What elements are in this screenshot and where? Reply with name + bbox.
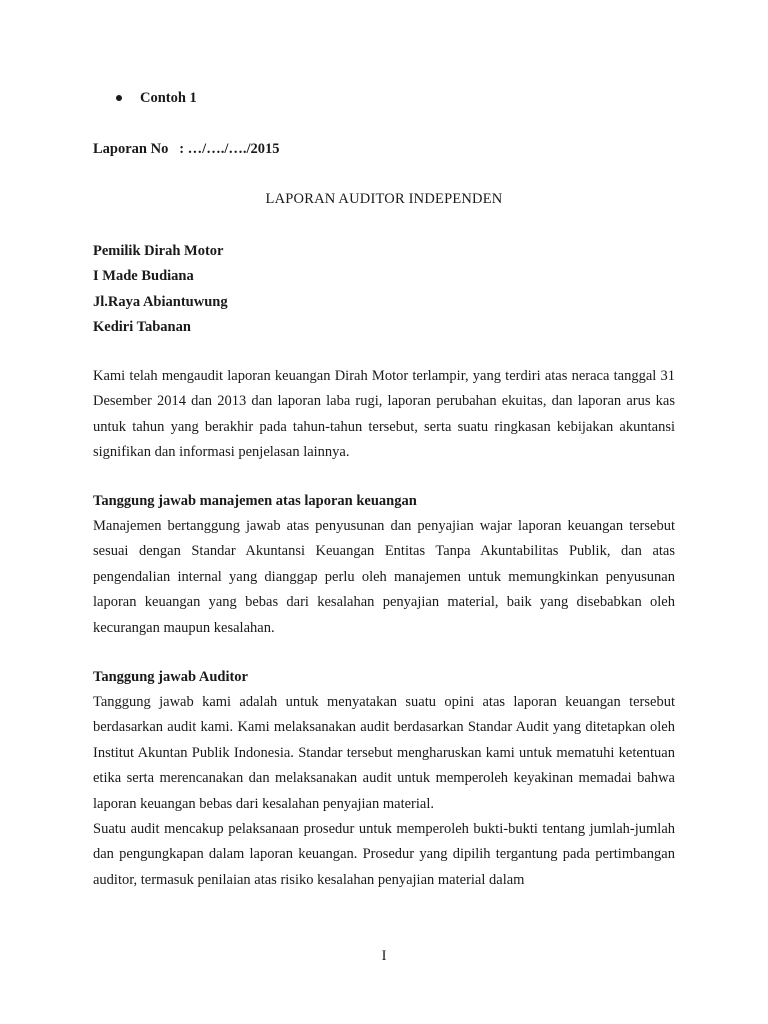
intro-paragraph: Kami telah mengaudit laporan keuangan Dirah Motor terlampir, yang terdiri atas neraca tanggal 31 Desember 2014 dan 2013 dan laporan laba rugi, laporan perubahan ekuitas, dan laporan arus kas untuk tahun yang berakhir pada tahun-tahun tersebut, serta suatu ringkasan kebijakan akuntansi signifikan dan informasi penjelasan lainnya. — [93, 368, 675, 461]
addressee-line-4: Kediri Tabanan — [93, 319, 191, 336]
example-label: Contoh 1 — [140, 90, 197, 106]
example-bullet — [116, 88, 197, 108]
intro-section — [93, 364, 675, 466]
management-paragraph: Manajemen bertanggung jawab atas penyusunan dan penyajian wajar laporan keuangan tersebut sesuai dengan Standar Akuntansi Keuangan Entitas Tanpa Akuntabilitas Publik, dan atas pengendalian internal yang dianggap perlu oleh manajemen untuk memungkinkan penyusunan laporan keuangan yang bebas dari kesalahan penyajian material, baik yang disebabkan oleh kecurangan maupun kesalahan. — [93, 518, 675, 636]
auditor-paragraph-2: Suatu audit mencakup pelaksanaan prosedur untuk memperoleh bukti-bukti tentang jumlah-jumlah dan pengungkapan dalam laporan keuangan. Prosedur yang dipilih tergantung pada pertimbangan auditor, termasuk penilaian atas risiko kesalahan penyajian material dalam — [93, 821, 675, 888]
addressee-line-3: Jl.Raya Abiantuwung — [93, 293, 228, 310]
document-title: LAPORAN AUDITOR INDEPENDEN — [265, 191, 503, 207]
management-heading: Tanggung jawab manajemen atas laporan keuangan — [93, 493, 417, 509]
page-number: I — [381, 948, 387, 964]
auditor-section — [93, 690, 675, 893]
management-section — [93, 514, 675, 641]
addressee-block — [93, 239, 228, 341]
auditor-paragraph-1: Tanggung jawab kami adalah untuk menyatakan suatu opini atas laporan keuangan tersebut berdasarkan audit kami. Kami melaksanakan audit berdasarkan Standar Audit yang ditetapkan oleh Institut Akuntan Publik Indonesia. Standar tersebut mengharuskan kami untuk mematuhi ketentuan etika serta merencanakan dan melaksanakan audit untuk memperoleh keyakinan memadai bahwa laporan keuangan bebas dari kesalahan penyajian material. — [93, 694, 675, 812]
addressee-line-1: Pemilik Dirah Motor — [93, 243, 224, 259]
auditor-heading: Tanggung jawab Auditor — [93, 669, 248, 685]
report-number: Laporan No : …/…./…./2015 — [93, 141, 280, 157]
addressee-line-2: I Made Budiana — [93, 268, 194, 285]
bullet-dot-icon — [116, 95, 122, 101]
